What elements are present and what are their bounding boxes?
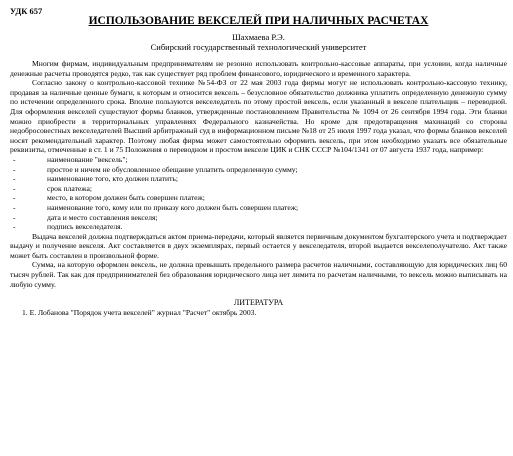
body-paragraph: Согласно закону о контрольно-кассовой технике №54-ФЗ от 22 мая 2003 года фирмы могут не использовать контрольно-кассовую технику, продавая за наличные ценные бумаги, к которым и относится вексель – безусловное обязательство должника уплатить определенную денежную сумму по истечении определенного срока. Вполне пользуются векселедатель по этому простой вексель, если указанный в векселе плательщик – переводной. Для оформления векселей существуют формы бланков, утвержденные постановлением Правительства № 1094 от 26 сентября 1994 года. Эти бланки можно приобрести в территориальных управлениях Федерального казначейства. Но кроме для предотвращения махинаций со стороны недобросовестных векселедателей Высший арбитражный суд в информационном письме №18 от 25 июля 1997 года указал, что формы бланков векселей носят рекомендательный характер. Поэтому любая фирма может самостоятельно оформить вексель, при этом необходимо указать все обязательные реквизиты, отмеченные в ст. 1 и 75 Положения о переводном и простом векселе ЦИК и СНК СССР №104/1341 от 07 августа 1937 года, например: bbox=[10, 78, 507, 155]
references-heading: ЛИТЕРАТУРА bbox=[233, 298, 284, 308]
body-paragraph: Многим фирмам, индивидуальным предпринимателям не резонно использовать контрольно-кассовые аппараты, при условии, когда наличные денежные расчеты проводятся редко, так как существует ряд проблем финансового, юридического и временного характера. bbox=[10, 59, 507, 78]
list-item: - подпись векселедателя. bbox=[10, 222, 507, 232]
list-item: - наименование того, кто должен платить; bbox=[10, 174, 507, 184]
list-item: - срок платежа; bbox=[10, 184, 507, 194]
paper-title: ИСПОЛЬЗОВАНИЕ ВЕКСЕЛЕЙ ПРИ НАЛИЧНЫХ РАСЧЕТАХ bbox=[88, 15, 429, 27]
list-item: - простое и ничем не обусловленное обещание уплатить определенную сумму; bbox=[10, 165, 507, 175]
list-item: - дата и место составления векселя; bbox=[10, 213, 507, 223]
list-item: - место, в котором должен быть совершен платеж; bbox=[10, 193, 507, 203]
reference-item: 1. Е. Лобанова "Порядок учета векселей" журнал "Расчет" октябрь 2003. bbox=[22, 308, 257, 318]
list-item: - наименование "вексель"; bbox=[10, 155, 507, 165]
body-paragraph: Выдача векселей должна подтверждаться актом приема-передачи, который является первичным документом бухгалтерского учета и подтверждает выдачу и получение векселя. Акт составляется в двух экземплярах, первый остается у векселедателя, второй выдается векселеполучателю. Акт также может быть составлен в произвольной форме. bbox=[10, 231, 507, 260]
list-item: - наименование того, кому или по приказу кого должен быть совершен платеж; bbox=[10, 203, 507, 213]
udk-code: УДК 657 bbox=[10, 6, 43, 16]
requisites-list bbox=[10, 155, 507, 232]
author-affiliation: Сибирский государственный технологический университет bbox=[150, 42, 367, 52]
author-name: Шахмаева Р.Э. bbox=[232, 32, 285, 42]
body-paragraph: Сумма, на которую оформлен вексель, не должна превышать предельного размера расчетов наличными, составляющую для юридических лиц 60 тысяч рублей. Так как для предпринимателей без образования юридического лица нет лимита по расчетам наличными, то вексель можно выписывать на любую сумму. bbox=[10, 260, 507, 289]
